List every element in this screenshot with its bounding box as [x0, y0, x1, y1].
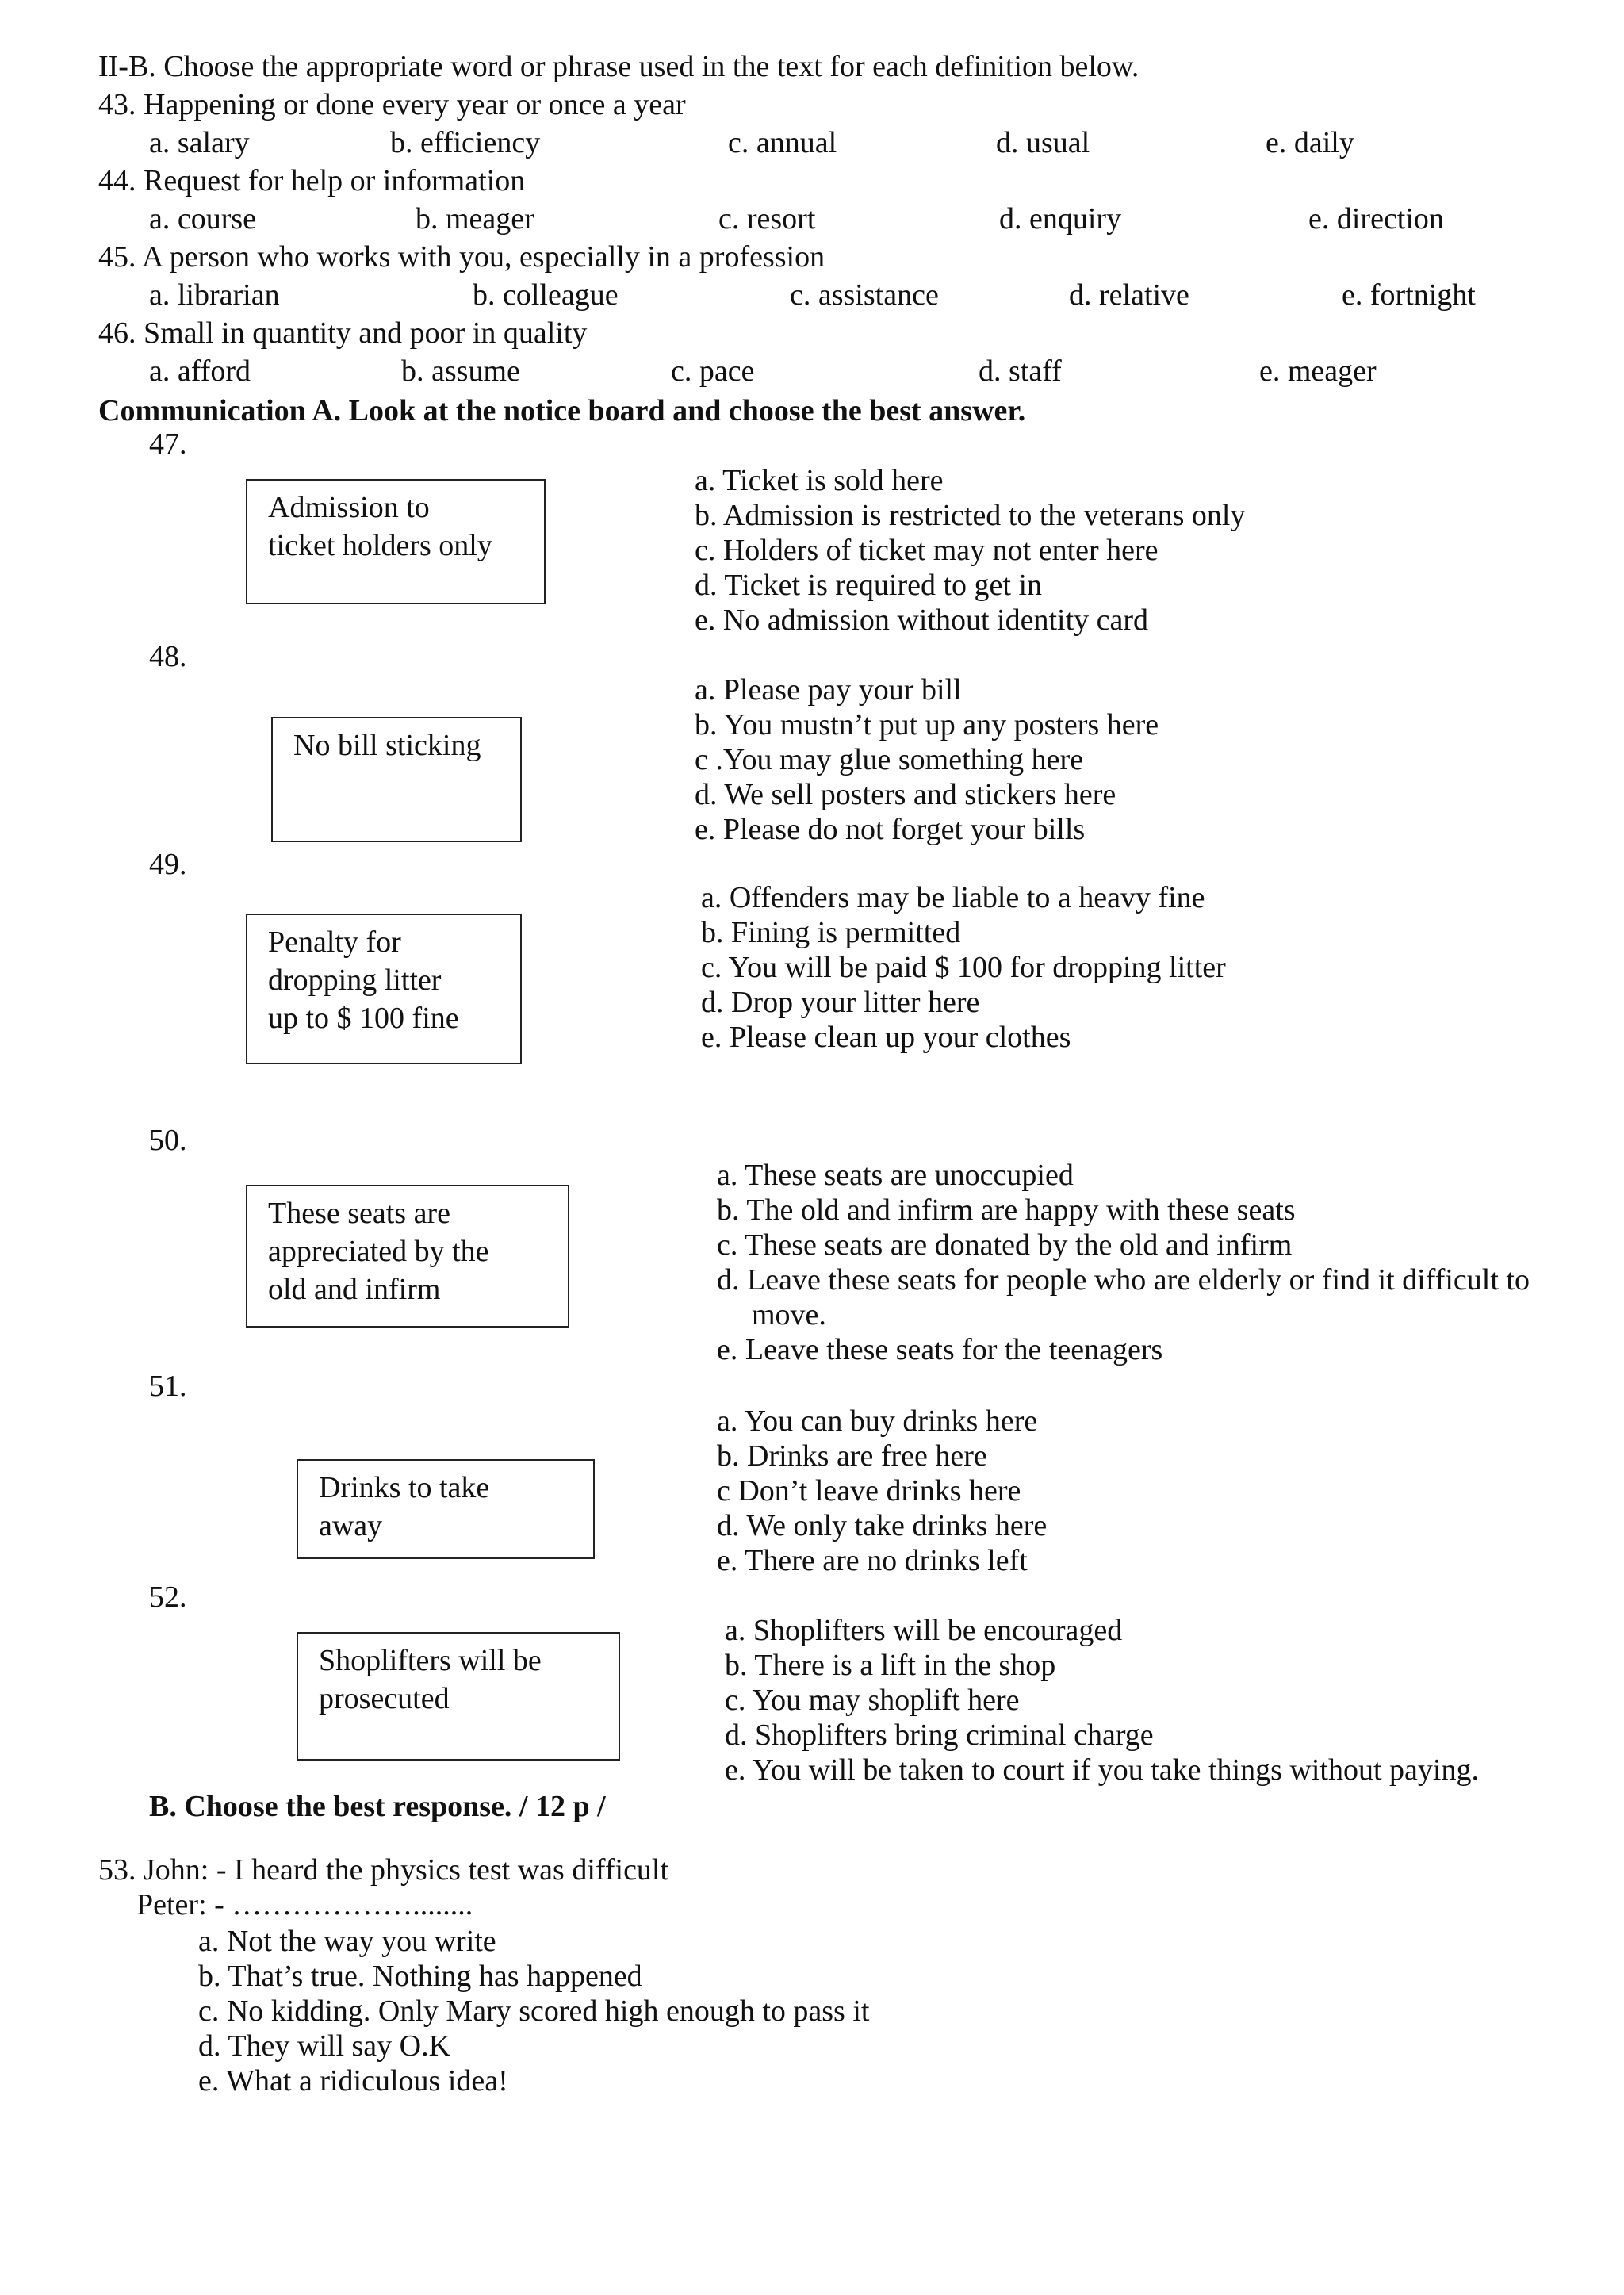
q49-option-a[interactable]: a. Offenders may be liable to a heavy fine	[701, 881, 1205, 914]
question-53-line-1: 53. John: - I heard the physics test was difficult	[98, 1853, 669, 1887]
question-46-stem: 46. Small in quantity and poor in quality	[98, 316, 588, 350]
notice-49-line-1: Penalty for	[268, 925, 401, 959]
q45-option-d[interactable]: d. relative	[1069, 278, 1189, 312]
notice-50-line-1: These seats are	[268, 1197, 450, 1230]
item-49-number: 49.	[149, 848, 187, 881]
q52-option-d[interactable]: d. Shoplifters bring criminal charge	[725, 1718, 1154, 1752]
notice-47-line-2: ticket holders only	[268, 529, 492, 562]
q52-option-b[interactable]: b. There is a lift in the shop	[725, 1649, 1056, 1682]
q53-option-e[interactable]: e. What a ridiculous idea!	[198, 2064, 508, 2098]
q46-option-b[interactable]: b. assume	[401, 354, 520, 388]
q43-option-e[interactable]: e. daily	[1266, 126, 1354, 159]
notice-51-line-1: Drinks to take	[319, 1471, 490, 1504]
q52-option-a[interactable]: a. Shoplifters will be encouraged	[725, 1614, 1123, 1647]
question-53-line-2: Peter: - ………………........	[136, 1888, 473, 1921]
item-51-number: 51.	[149, 1370, 187, 1403]
q47-option-c[interactable]: c. Holders of ticket may not enter here	[695, 534, 1159, 567]
notice-52	[297, 1632, 620, 1761]
q47-option-a[interactable]: a. Ticket is sold here	[695, 464, 944, 497]
question-44-stem: 44. Request for help or information	[98, 164, 526, 197]
q53-option-a[interactable]: a. Not the way you write	[198, 1925, 496, 1958]
q47-option-e[interactable]: e. No admission without identity card	[695, 603, 1149, 637]
notice-49-line-3: up to $ 100 fine	[268, 1002, 459, 1035]
q43-option-a[interactable]: a. salary	[149, 126, 250, 159]
q44-option-c[interactable]: c. resort	[718, 202, 816, 236]
item-52-number: 52.	[149, 1580, 187, 1614]
q50-option-c[interactable]: c. These seats are donated by the old and infirm	[717, 1228, 1293, 1262]
notice-47	[246, 479, 546, 604]
item-50-number: 50.	[149, 1124, 187, 1157]
q48-option-d[interactable]: d. We sell posters and stickers here	[695, 778, 1116, 811]
q46-option-d[interactable]: d. staff	[979, 354, 1062, 388]
q50-option-d[interactable]: d. Leave these seats for people who are elderly or find it difficult to	[717, 1263, 1530, 1297]
notice-52-line-2: prosecuted	[319, 1682, 450, 1715]
q49-option-d[interactable]: d. Drop your litter here	[701, 986, 980, 1019]
q44-option-a[interactable]: a. course	[149, 202, 257, 236]
q45-option-a[interactable]: a. librarian	[149, 278, 280, 312]
q50-option-a[interactable]: a. These seats are unoccupied	[717, 1159, 1074, 1192]
q47-option-d[interactable]: d. Ticket is required to get in	[695, 569, 1043, 602]
q50-option-b[interactable]: b. The old and infirm are happy with these seats	[717, 1193, 1296, 1227]
communication-a-heading: Communication A. Look at the notice board and choose the best answer.	[98, 394, 1026, 427]
notice-51	[297, 1459, 595, 1559]
q51-option-b[interactable]: b. Drinks are free here	[717, 1439, 987, 1473]
q52-option-e[interactable]: e. You will be taken to court if you take things without paying.	[725, 1753, 1479, 1787]
q51-option-e[interactable]: e. There are no drinks left	[717, 1544, 1028, 1577]
q49-option-c[interactable]: c. You will be paid $ 100 for dropping litter	[701, 951, 1226, 984]
q51-option-a[interactable]: a. You can buy drinks here	[717, 1404, 1038, 1438]
q43-option-d[interactable]: d. usual	[996, 126, 1090, 159]
question-45-stem: 45. A person who works with you, especially in a profession	[98, 240, 825, 274]
q53-option-d[interactable]: d. They will say O.K	[198, 2029, 451, 2063]
q51-option-c[interactable]: c Don’t leave drinks here	[717, 1474, 1021, 1508]
q50-option-d-continued: move.	[752, 1298, 826, 1331]
q46-option-e[interactable]: e. meager	[1259, 354, 1377, 388]
notice-48	[271, 717, 522, 842]
notice-49	[246, 914, 522, 1064]
notice-49-line-2: dropping litter	[268, 964, 442, 997]
q48-option-b[interactable]: b. You mustn’t put up any posters here	[695, 708, 1159, 741]
q49-option-b[interactable]: b. Fining is permitted	[701, 916, 961, 949]
q48-option-c[interactable]: c .You may glue something here	[695, 743, 1084, 776]
q44-option-d[interactable]: d. enquiry	[999, 202, 1122, 236]
q45-option-e[interactable]: e. fortnight	[1342, 278, 1476, 312]
q47-option-b[interactable]: b. Admission is restricted to the veterans only	[695, 499, 1246, 532]
notice-52-line-1: Shoplifters will be	[319, 1644, 542, 1677]
q44-option-e[interactable]: e. direction	[1308, 202, 1444, 236]
item-48-number: 48.	[149, 640, 187, 673]
section-2b-instruction: II-B. Choose the appropriate word or phrase used in the text for each definition below.	[98, 50, 1139, 83]
item-47-number: 47.	[149, 427, 187, 461]
notice-47-line-1: Admission to	[268, 491, 430, 524]
notice-50-line-3: old and infirm	[268, 1273, 441, 1306]
q53-option-b[interactable]: b. That’s true. Nothing has happened	[198, 1960, 642, 1993]
q49-option-e[interactable]: e. Please clean up your clothes	[701, 1021, 1071, 1054]
notice-51-line-2: away	[319, 1509, 383, 1542]
q51-option-d[interactable]: d. We only take drinks here	[717, 1509, 1048, 1542]
q44-option-b[interactable]: b. meager	[416, 202, 534, 236]
q46-option-a[interactable]: a. afford	[149, 354, 251, 388]
q43-option-b[interactable]: b. efficiency	[390, 126, 541, 159]
q50-option-e[interactable]: e. Leave these seats for the teenagers	[717, 1333, 1163, 1366]
q48-option-a[interactable]: a. Please pay your bill	[695, 673, 962, 707]
q45-option-c[interactable]: c. assistance	[790, 278, 939, 312]
notice-50	[246, 1185, 569, 1328]
communication-b-heading: B. Choose the best response. / 12 p /	[149, 1790, 606, 1823]
q52-option-c[interactable]: c. You may shoplift here	[725, 1684, 1020, 1717]
q53-option-c[interactable]: c. No kidding. Only Mary scored high enough to pass it	[198, 1994, 870, 2028]
question-43-stem: 43. Happening or done every year or once a year	[98, 88, 686, 121]
q45-option-b[interactable]: b. colleague	[473, 278, 619, 312]
q48-option-e[interactable]: e. Please do not forget your bills	[695, 813, 1086, 846]
q43-option-c[interactable]: c. annual	[728, 126, 837, 159]
q46-option-c[interactable]: c. pace	[671, 354, 755, 388]
notice-48-line-1: No bill sticking	[293, 729, 481, 762]
notice-50-line-2: appreciated by the	[268, 1235, 489, 1268]
